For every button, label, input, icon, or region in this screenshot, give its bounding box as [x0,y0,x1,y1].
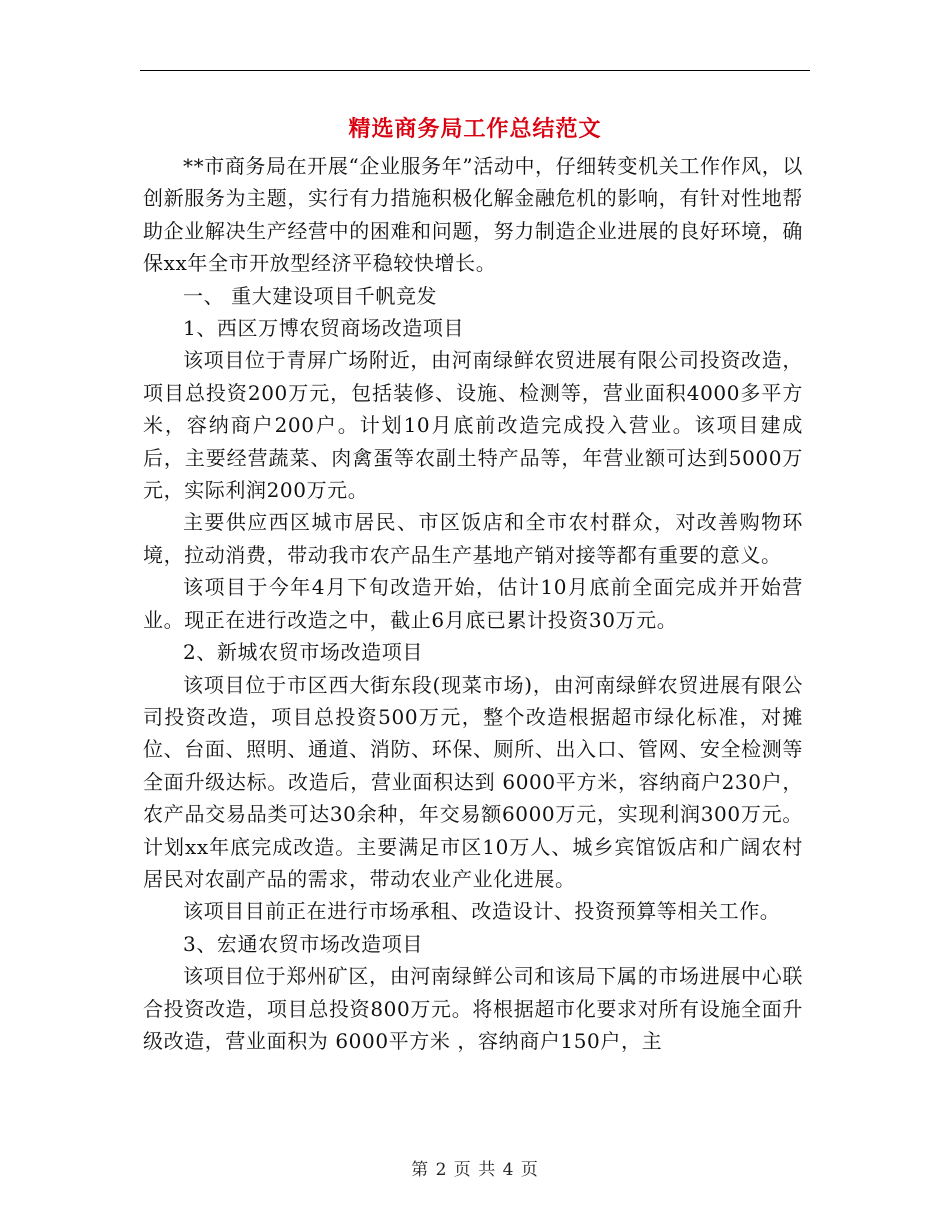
subheading-project-2: 2、新城农贸市场改造项目 [183,640,423,665]
paragraph-project-3-details: 该项目位于郑州矿区，由河南绿鲜公司和该局下属的市场进展中心联合投资改造，项目总投资800万元。将根据超市化要求对所有设施全面升级改造，营业面积为 6000平方米 ，容纳商户150户，主 [143,964,803,1053]
paragraph-project-1-progress: 该项目于今年4月下旬改造开始，估计10月底前全面完成并开始营业。现正在进行改造之中，截止6月底已累计投资30万元。 [143,575,803,632]
paragraph-project-1-details: 该项目位于青屏广场附近，由河南绿鲜农贸进展有限公司投资改造，项目总投资200万元，包括装修、设施、检测等，营业面积4000多平方米，容纳商户200户。计划10月底前改造完成投入营业。该项目建成后，主要经营蔬菜、肉禽蛋等农副土特产品等，年营业额可达到5000万元，实际利润200万元。 [143,348,803,503]
paragraph-project-1-significance: 主要供应西区城市居民、市区饭店和全市农村群众，对改善购物环境，拉动消费，带动我市农产品生产基地产销对接等都有重要的意义。 [143,510,803,567]
header-rule [140,70,810,71]
paragraph-project-2-details: 该项目位于市区西大街东段(现菜市场)，由河南绿鲜农贸进展有限公司投资改造，项目总投资500万元，整个改造根据超市绿化标准，对摊位、台面、照明、通道、消防、环保、厕所、出入口、管网、安全检测等全面升级达标。改造后，营业面积达到 6000平方米，容纳商户230户，农产品交易品类可达30余种，年交易额6000万元，实现利润300万元。计划xx年底完成改造。主要满足市区10万人、城乡宾馆饭店和广阔农村居民对农副产品的需求，带动农业产业化进展。 [143,672,803,891]
paragraph-intro: **市商务局在开展“企业服务年”活动中，仔细转变机关工作作风，以创新服务为主题，实行有力措施积极化解金融危机的影响，有针对性地帮助企业解决生产经营中的困难和问题，努力制造企业进展的良好环境，确保xx年全市开放型经济平稳较快增长。 [143,154,803,276]
section-heading-1: 一、 重大建设项目千帆竞发 [183,283,438,308]
subheading-project-1: 1、西区万博农贸商场改造项目 [183,316,465,341]
subheading-project-3: 3、宏通农贸市场改造项目 [183,931,423,956]
document-body [143,150,803,1057]
document-title: 精选商务局工作总结范文 [348,116,602,142]
paragraph-project-2-progress: 该项目目前正在进行市场承租、改造设计、投资预算等相关工作。 [183,899,781,924]
page-number-footer: 第 2 页 共 4 页 [411,1160,539,1180]
